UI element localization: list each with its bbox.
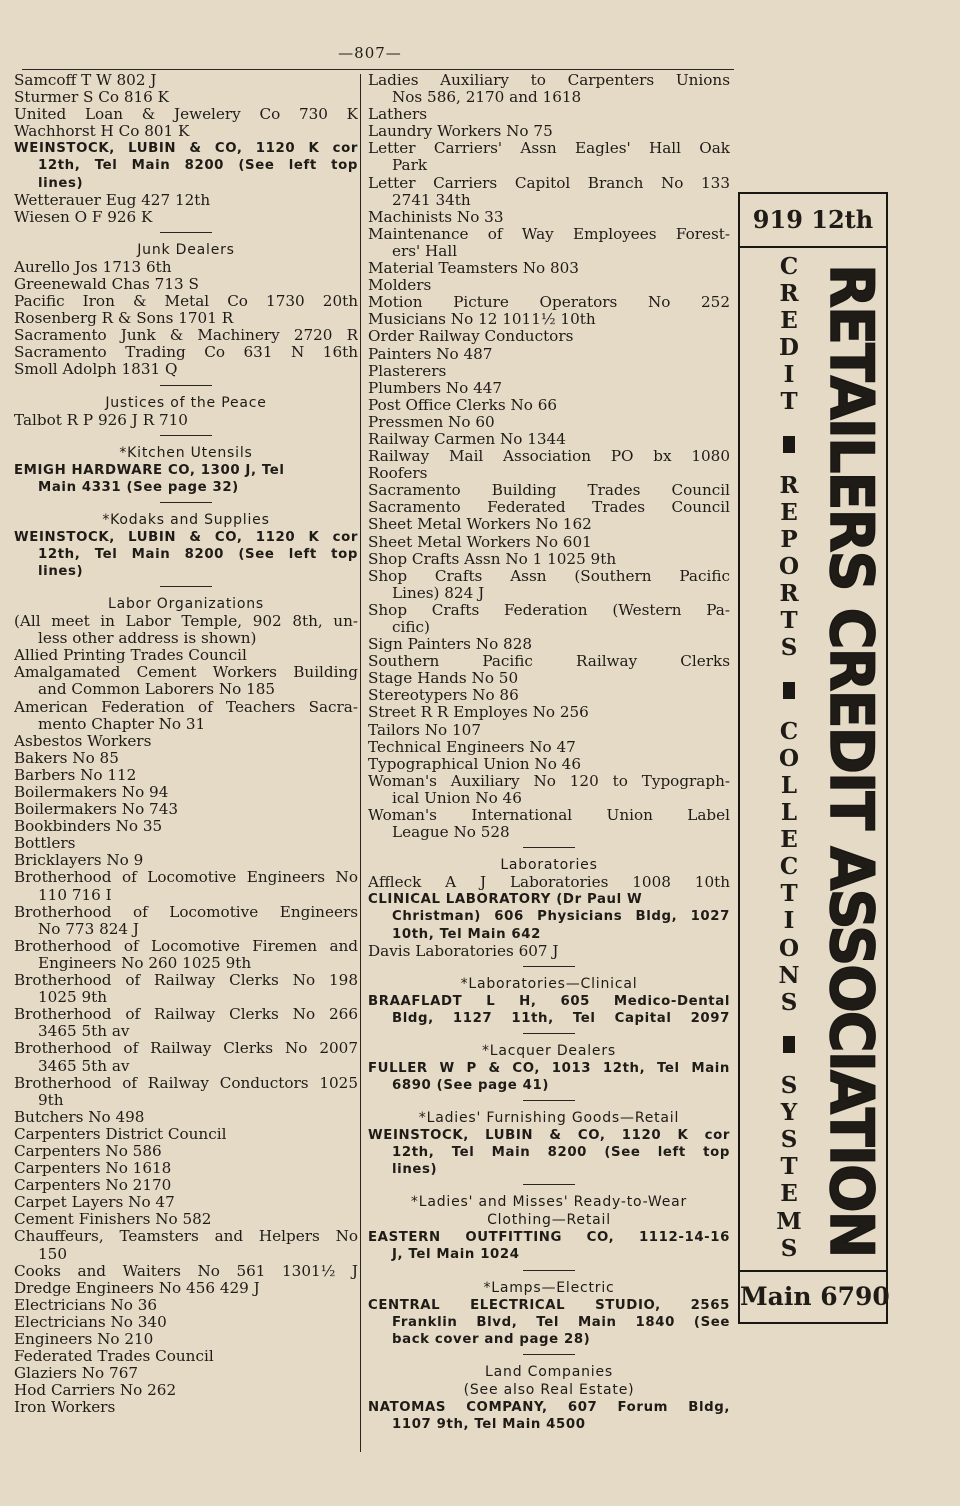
directory-entry: Carpet Layers No 47 [14,1194,175,1212]
directory-entry: 2741 34th [392,191,471,209]
directory-entry-bold: J, Tel Main 1024 [392,1247,520,1263]
directory-entry: Boilermakers No 743 [14,801,179,819]
directory-entry: Southern Pacific Railway Clerks [368,653,730,671]
directory-entry-bold: 10th, Tel Main 642 [392,926,541,942]
ad-separator-bar [783,1036,795,1053]
column-divider [360,74,361,1452]
directory-entry: Motion Picture Operators No 252 [368,294,730,312]
directory-entry: Post Office Clerks No 66 [368,396,558,414]
ad-word-letter: I [783,907,795,935]
section-heading: Justices of the Peace [105,394,267,411]
ad-word-letter: S [780,634,798,662]
ad-vertical-words [776,253,802,1262]
directory-entry: 1025 9th [38,989,108,1007]
ad-word-letter: C [779,253,799,280]
directory-entry: Musicians No 12 1011½ 10th [368,311,596,329]
ad-title: RETAILERS CREDIT ASSOCIATION [816,264,886,1257]
retailers-credit-association-ad [738,192,888,1324]
directory-entry: Electricians No 36 [14,1296,158,1314]
directory-entry-bold: WEINSTOCK, LUBIN & CO, 1120 K cor [14,529,358,545]
directory-entry: Order Railway Conductors [368,328,574,346]
ad-word-letter: I [783,361,795,389]
middle-column [368,72,730,1433]
section-heading: *Ladies' Furnishing Goods—Retail [418,1110,680,1127]
directory-entry-bold: Franklin Blvd, Tel Main 1840 (See [392,1314,730,1330]
directory-entry: Bakers No 85 [14,749,119,767]
directory-entry: Typographical Union No 46 [368,755,581,773]
ad-word-letter: E [780,498,798,526]
directory-entry-bold: lines) [38,563,84,579]
ad-word-letter: R [779,580,799,608]
ad-word-letter: R [779,471,799,499]
ad-address: 919 12th [740,194,886,248]
ad-word-letter: L [780,799,798,827]
section-separator [160,435,212,436]
directory-entry: Street R R Employes No 256 [368,704,589,722]
section-heading: Junk Dealers [137,241,235,258]
directory-entry: Tailors No 107 [368,721,481,739]
directory-entry: cific) [392,619,430,636]
directory-entry: Brotherhood of Locomotive Engineers No [14,869,358,887]
ad-word-letter: D [779,334,799,362]
directory-entry-bold: FULLER W P & CO, 1013 12th, Tel Main [368,1060,730,1076]
directory-entry-bold: BRAAFLADT L H, 605 Medico-Dental [368,993,730,1009]
directory-entry: Brotherhood of Railway Clerks No 266 [14,1006,358,1024]
section-separator [160,385,212,386]
directory-entry: 9th [38,1091,64,1109]
directory-entry: Nos 586, 2170 and 1618 [392,89,582,107]
section-separator [523,847,575,848]
ad-word-letter: M [776,1207,802,1235]
directory-entry: 3465 5th av [38,1057,130,1075]
directory-entry: Brotherhood of Railway Clerks No 2007 [14,1040,358,1058]
ad-word-letter: O [778,553,800,581]
directory-entry: Hod Carriers No 262 [14,1382,177,1400]
directory-entry-bold: EMIGH HARDWARE CO, 1300 J, Tel [14,462,285,478]
directory-entry: Woman's Auxiliary No 120 to Typograph- [368,772,730,790]
ad-word-letter: E [780,826,798,854]
directory-entry: Machinists No 33 [368,208,504,226]
directory-entry: Cooks and Waiters No 561 1301½ J [14,1262,358,1280]
section-heading: *Kitchen Utensils [119,444,253,461]
ad-word-letter: O [778,934,800,962]
directory-entry-bold: WEINSTOCK, LUBIN & CO, 1120 K cor [368,1128,730,1144]
directory-entry-bold: Christman) 606 Physicians Bldg, 1027 [392,909,730,925]
directory-entry: Federated Trades Council [14,1348,214,1366]
directory-entry: Bricklayers No 9 [14,852,144,870]
ad-word-letter: E [780,307,798,335]
ad-word-letter: Y [780,1099,798,1127]
directory-entry: Pacific Iron & Metal Co 1730 20th [14,293,358,311]
directory-entry: Chauffeurs, Teamsters and Helpers No [14,1228,358,1246]
section-heading: Labor Organizations [107,596,265,613]
directory-entry: Affleck A J Laboratories 1008 10th [368,874,730,892]
directory-entry: Sacramento Building Trades Council [368,482,730,500]
section-heading: *Ladies' and Misses' Ready-to-Wear [410,1194,688,1211]
directory-entry: Davis Laboratories 607 J [368,942,559,960]
directory-entry: Technical Engineers No 47 [368,738,576,756]
directory-entry: less other address is shown) [38,630,257,648]
directory-entry: Talbot R P 926 J R 710 [14,411,188,429]
top-rule [22,69,734,70]
ad-phone: Main 6790 [740,1270,886,1322]
directory-entry: Barbers No 112 [14,766,137,784]
directory-entry: and Common Laborers No 185 [38,681,276,699]
directory-entry: Rosenberg R & Sons 1701 R [14,310,234,328]
directory-entry: Carpenters No 2170 [14,1177,172,1195]
directory-entry: 110 716 I [38,886,112,904]
directory-entry: Iron Workers [14,1399,116,1417]
directory-entry: Electricians No 340 [14,1313,167,1331]
ad-word-letter: S [780,1234,798,1262]
section-heading: Land Companies [485,1363,613,1380]
directory-entry: 150 [38,1245,67,1263]
directory-entry: Carpenters No 1618 [14,1160,172,1178]
section-heading: *Lamps—Electric [483,1279,615,1296]
directory-entry: Stage Hands No 50 [368,670,519,688]
directory-entry: Shop Crafts Federation (Western Pa- [368,601,730,619]
directory-entry: No 773 824 J [38,920,139,938]
directory-entry: ers' Hall [392,242,458,260]
directory-entry: Samcoff T W 802 J [14,72,157,89]
directory-entry-bold: WEINSTOCK, LUBIN & CO, 1120 K cor [14,141,358,157]
ad-word-letter: T [780,1153,798,1181]
directory-entry: Shop Crafts Assn (Southern Pacific [368,567,730,585]
directory-entry: Sacramento Federated Trades Council [368,499,730,517]
directory-entry: Woman's International Union Label [368,807,730,825]
directory-entry-bold: 6890 (See page 41) [392,1077,549,1093]
directory-entry: Sacramento Trading Co 631 N 16th [14,344,358,362]
directory-entry: 3465 5th av [38,1023,130,1041]
directory-entry: Painters No 487 [368,345,493,363]
ad-word-letter: P [780,526,798,554]
directory-entry-bold: Bldg, 1127 11th, Tel Capital 2097 [392,1010,730,1026]
ad-word-letter: S [780,1072,798,1100]
directory-entry: mento Chapter No 31 [38,715,206,733]
ad-word-letter: R [779,280,799,308]
section-separator [160,586,212,587]
directory-entry-bold: lines) [38,175,84,191]
directory-entry: Park [392,157,428,175]
section-subheading: (See also Real Estate) [463,1381,635,1398]
directory-entry: Lines) 824 J [392,584,485,602]
directory-entry-bold: back cover and page 28) [392,1331,591,1347]
directory-entry: League No 528 [392,824,510,842]
directory-entry: American Federation of Teachers Sacra- [14,698,358,716]
ad-word-letter: S [780,1126,798,1154]
directory-entry-bold: 12th, Tel Main 8200 (See left top [38,158,358,174]
directory-entry: Molders [368,277,432,295]
section-separator [523,966,575,967]
ad-word-letter: T [780,388,798,416]
ad-word-letter: N [778,961,800,989]
directory-entry: Brotherhood of Railway Clerks No 198 [14,972,358,990]
section-heading: *Kodaks and Supplies [102,511,270,528]
section-separator [523,1033,575,1034]
section-separator [160,502,212,503]
directory-entry-bold: NATOMAS COMPANY, 607 Forum Bldg, [368,1399,730,1415]
directory-entry: Smoll Adolph 1831 Q [14,361,178,379]
directory-entry: Brotherhood of Locomotive Engineers [14,903,358,921]
directory-entry-bold: Main 4331 (See page 32) [38,479,239,495]
directory-entry: Carpenters District Council [14,1125,227,1143]
ad-word-letter: O [778,744,800,772]
directory-entry: Brotherhood of Railway Conductors 1025 [14,1074,358,1092]
directory-entry: Glaziers No 767 [14,1365,139,1383]
directory-entry: ical Union No 46 [392,789,522,807]
directory-entry: Railway Mail Association PO bx 1080 [368,448,730,466]
directory-entry: Brotherhood of Locomotive Firemen and [14,937,358,955]
directory-entry: Allied Printing Trades Council [14,647,247,665]
directory-entry: Railway Carmen No 1344 [368,430,566,448]
directory-entry: Shop Crafts Assn No 1 1025 9th [368,550,617,568]
ad-separator-bar [783,436,795,453]
directory-entry: Wachhorst H Co 801 K [14,123,190,141]
section-heading: *Lacquer Dealers [482,1042,616,1059]
directory-entry: (All meet in Labor Temple, 902 8th, un- [14,613,358,631]
section-separator [160,232,212,233]
directory-entry: United Loan & Jewelery Co 730 K [14,106,358,124]
ad-word-letter: C [779,853,799,881]
directory-entry: Laundry Workers No 75 [368,123,553,141]
directory-entry: Amalgamated Cement Workers Building [14,664,358,682]
directory-entry: Bottlers [14,835,76,853]
ad-word-letter: T [780,607,798,635]
page-number: —807— [338,44,402,62]
directory-entry: Engineers No 260 1025 9th [38,954,252,972]
left-column [14,72,358,1416]
directory-entry: Stereotypers No 86 [368,687,519,705]
directory-entry-bold: CLINICAL LABORATORY (Dr Paul W [368,892,643,908]
directory-entry: Wetterauer Eug 427 12th [14,191,211,209]
section-subheading: Clothing—Retail [487,1212,611,1229]
directory-entry: Carpenters No 586 [14,1142,162,1160]
directory-entry: Greenewald Chas 713 S [14,275,199,293]
directory-entry: Asbestos Workers [14,732,152,750]
directory-entry-bold: 12th, Tel Main 8200 (See left top [392,1145,730,1161]
directory-entry-bold: 12th, Tel Main 8200 (See left top [38,546,358,562]
directory-entry: Maintenance of Way Employees Forest- [368,225,730,243]
directory-entry: Engineers No 210 [14,1331,154,1348]
directory-entry: Sign Painters No 828 [368,636,533,654]
directory-entry: Aurello Jos 1713 6th [14,258,172,276]
ad-separator-bar [783,682,795,699]
directory-entry: Material Teamsters No 803 [368,260,579,278]
directory-entry: Sheet Metal Workers No 162 [368,516,592,534]
directory-entry: Lathers [368,106,428,124]
ad-word-letter: T [780,880,798,908]
directory-entry: Boilermakers No 94 [14,784,169,801]
ad-word-letter: E [780,1180,798,1208]
directory-entry: Pressmen No 60 [368,413,495,431]
section-separator [523,1100,575,1101]
directory-entry: Sturmer S Co 816 K [14,89,170,107]
directory-entry: Plasterers [368,362,447,380]
directory-entry: Letter Carriers' Assn Eagles' Hall Oak [368,140,730,158]
directory-entry-bold: EASTERN OUTFITTING CO, 1112-14-16 [368,1230,730,1246]
ad-word-letter: C [779,717,799,745]
directory-entry: Dredge Engineers No 456 429 J [14,1279,260,1297]
directory-entry: Ladies Auxiliary to Carpenters Unions [368,72,730,89]
directory-entry-bold: lines) [392,1162,438,1178]
section-heading: Laboratories [500,857,598,874]
directory-entry: Wiesen O F 926 K [14,208,153,226]
section-separator [523,1270,575,1271]
section-separator [523,1354,575,1355]
directory-entry: Sheet Metal Workers No 601 [368,533,592,551]
directory-entry: Butchers No 498 [14,1108,145,1126]
directory-entry-bold: 1107 9th, Tel Main 4500 [392,1416,586,1432]
ad-word-letter: S [780,988,798,1016]
directory-entry: Plumbers No 447 [368,379,503,397]
directory-entry: Cement Finishers No 582 [14,1211,212,1229]
ad-word-letter: L [780,771,798,799]
section-heading: *Laboratories—Clinical [460,975,638,992]
directory-entry-bold: CENTRAL ELECTRICAL STUDIO, 2565 [368,1297,730,1313]
directory-entry: Roofers [368,465,428,483]
directory-entry: Bookbinders No 35 [14,818,163,836]
section-separator [523,1184,575,1185]
directory-entry: Letter Carriers Capitol Branch No 133 [368,174,730,192]
directory-entry: Sacramento Junk & Machinery 2720 R [14,327,358,345]
